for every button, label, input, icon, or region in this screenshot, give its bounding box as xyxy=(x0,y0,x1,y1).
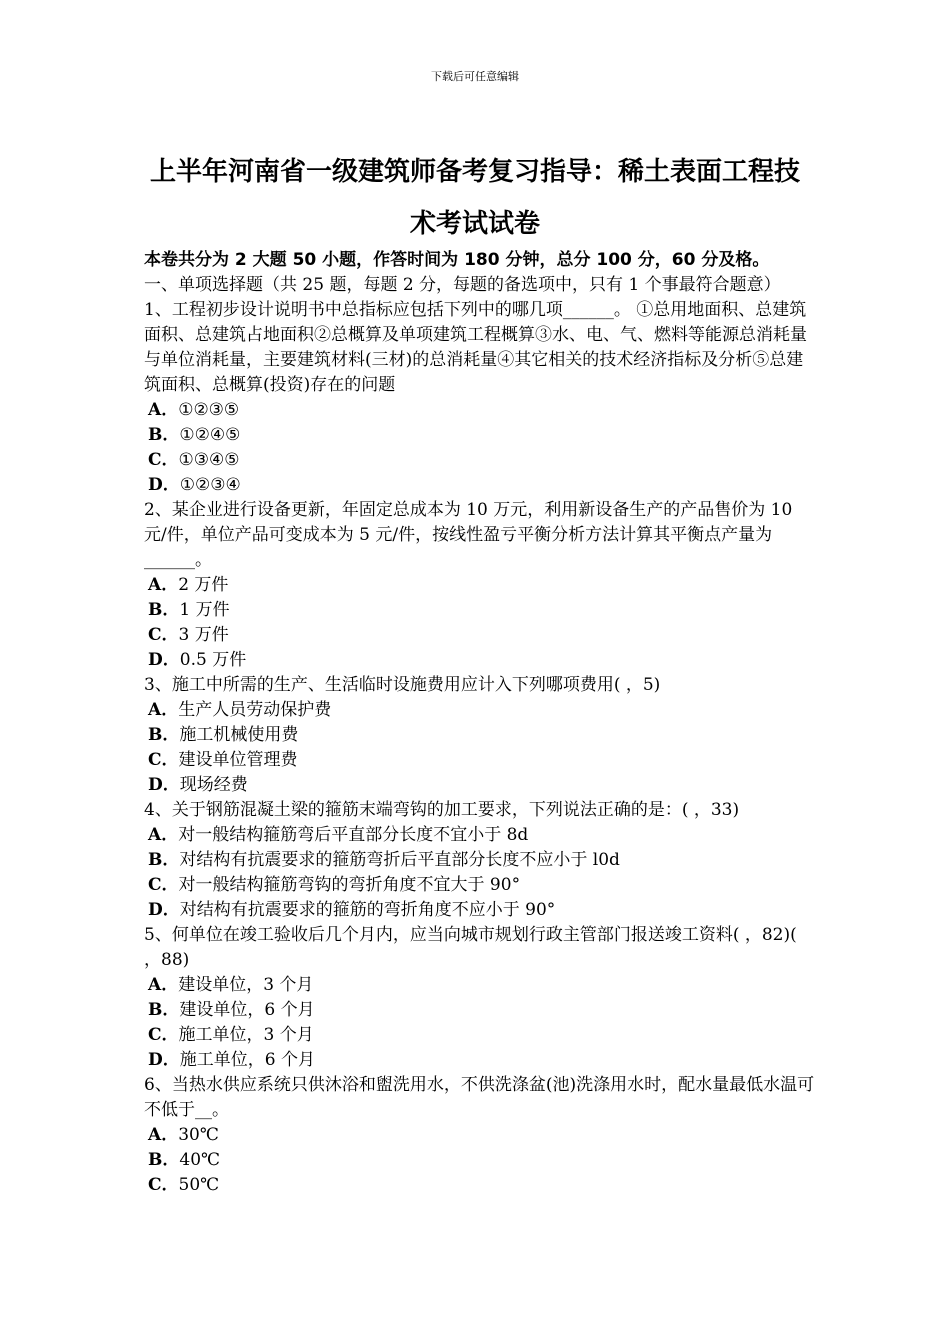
question-6 xyxy=(144,1073,816,1198)
answer-option xyxy=(144,598,816,623)
question-1 xyxy=(144,298,816,498)
answer-option xyxy=(144,973,816,998)
answer-option xyxy=(144,823,816,848)
option-text: 现场经费 xyxy=(179,775,248,795)
answer-option xyxy=(144,773,816,798)
question-4 xyxy=(144,798,816,923)
option-letter: C． xyxy=(148,450,179,470)
option-letter: C． xyxy=(148,1025,179,1045)
option-letter: D． xyxy=(148,475,180,495)
option-text: 生产人员劳动保护费 xyxy=(178,700,332,720)
document-title-line-1: 上半年河南省一级建筑师备考复习指导：稀土表面工程技 xyxy=(149,157,800,187)
option-letter: B． xyxy=(148,600,180,620)
option-letter: A． xyxy=(148,700,179,720)
option-letter: B． xyxy=(148,1000,180,1020)
answer-option xyxy=(144,898,816,923)
option-letter: A． xyxy=(148,975,179,995)
option-text: 建设单位，6 个月 xyxy=(179,1000,315,1020)
option-letter: A． xyxy=(148,575,179,595)
answer-option xyxy=(144,873,816,898)
option-letter: A． xyxy=(148,825,179,845)
option-text: 对一般结构箍筋弯后平直部分长度不宜小于 8d xyxy=(178,825,529,845)
question-text: 6、当热水供应系统只供沐浴和盥洗用水，不供洗涤盆(池)洗涤用水时，配水量最低水温可不低于__。 xyxy=(144,1075,815,1120)
option-letter: D． xyxy=(148,1050,180,1070)
option-letter: C． xyxy=(148,625,179,645)
answer-option xyxy=(144,473,816,498)
option-text: 施工单位，3 个月 xyxy=(178,1025,314,1045)
option-letter: A． xyxy=(148,400,179,420)
answer-option xyxy=(144,448,816,473)
answer-option xyxy=(144,848,816,873)
option-text: 建设单位管理费 xyxy=(178,750,298,770)
option-text: ①③④⑤ xyxy=(178,450,240,470)
option-text: 2 万件 xyxy=(178,575,229,595)
option-letter: C． xyxy=(148,875,179,895)
option-text: 40℃ xyxy=(179,1150,221,1170)
option-letter: B． xyxy=(148,425,180,445)
question-text: 5、何单位在竣工验收后几个月内，应当向城市规划行政主管部门报送竣工资料( ，82)( ，88) xyxy=(144,925,797,970)
exam-intro: 本卷共分为 2 大题 50 小题，作答时间为 180 分钟，总分 100 分，60 分及格。 xyxy=(144,250,770,270)
option-letter: D． xyxy=(148,775,180,795)
section-heading: 一、单项选择题（共 25 题，每题 2 分，每题的备选项中，只有 1 个事最符合题意） xyxy=(144,275,781,295)
answer-option xyxy=(144,998,816,1023)
answer-option xyxy=(144,398,816,423)
option-letter: A． xyxy=(148,1125,179,1145)
answer-option xyxy=(144,1123,816,1148)
question-text: 4、关于钢筋混凝土梁的箍筋末端弯钩的加工要求，下列说法正确的是：( ，33) xyxy=(144,800,740,820)
option-letter: B． xyxy=(148,1150,180,1170)
answer-option xyxy=(144,623,816,648)
answer-option xyxy=(144,698,816,723)
document-title-line-2: 术考试试卷 xyxy=(409,209,540,239)
answer-option xyxy=(144,748,816,773)
answer-option xyxy=(144,573,816,598)
page-header: 下载后可任意编辑 xyxy=(431,70,519,83)
option-letter: B． xyxy=(148,850,180,870)
document-body xyxy=(144,248,816,1198)
option-text: 30℃ xyxy=(178,1125,219,1145)
option-text: 3 万件 xyxy=(178,625,229,645)
option-text: ①②④⑤ xyxy=(179,425,241,445)
option-letter: D． xyxy=(148,650,180,670)
option-text: 施工单位，6 个月 xyxy=(179,1050,315,1070)
option-letter: C． xyxy=(148,1175,179,1195)
option-text: 建设单位，3 个月 xyxy=(178,975,314,995)
answer-option xyxy=(144,723,816,748)
option-text: ①②③④ xyxy=(179,475,241,495)
option-text: ①②③⑤ xyxy=(178,400,240,420)
question-list xyxy=(144,298,816,1198)
question-text: 3、施工中所需的生产、生活临时设施费用应计入下列哪项费用( ，5) xyxy=(144,675,661,695)
answer-option xyxy=(144,1148,816,1173)
option-text: 50℃ xyxy=(178,1175,220,1195)
question-5 xyxy=(144,923,816,1073)
question-text: 2、某企业进行设备更新，年固定总成本为 10 万元，利用新设备生产的产品售价为 10 元/件，单位产品可变成本为 5 元/件，按线性盈亏平衡分析方法计算其平衡点产量为______。 xyxy=(144,500,793,570)
option-letter: B． xyxy=(148,725,180,745)
question-text: 1、工程初步设计说明书中总指标应包括下列中的哪几项______。 ①总用地面积、总建筑面积、总建筑占地面积②总概算及单项建筑工程概算③水、电、气、燃料等能源总消耗量与单位消耗量，主要建筑材料(三材)的总消耗量④其它相关的技术经济指标及分析⑤总建筑面积、总概算(投资)存在的问题 xyxy=(144,300,807,395)
option-text: 0.5 万件 xyxy=(179,650,247,670)
option-text: 对一般结构箍筋弯钩的弯折角度不宜大于 90° xyxy=(178,875,521,895)
option-text: 1 万件 xyxy=(179,600,230,620)
option-text: 对结构有抗震要求的箍筋的弯折角度不应小于 90° xyxy=(179,900,556,920)
answer-option xyxy=(144,423,816,448)
answer-option xyxy=(144,648,816,673)
answer-option xyxy=(144,1048,816,1073)
option-letter: C． xyxy=(148,750,179,770)
question-2 xyxy=(144,498,816,673)
answer-option xyxy=(144,1173,816,1198)
option-text: 对结构有抗震要求的箍筋弯折后平直部分长度不应小于 l0d xyxy=(179,850,620,870)
option-text: 施工机械使用费 xyxy=(179,725,299,745)
answer-option xyxy=(144,1023,816,1048)
option-letter: D． xyxy=(148,900,180,920)
question-3 xyxy=(144,673,816,798)
